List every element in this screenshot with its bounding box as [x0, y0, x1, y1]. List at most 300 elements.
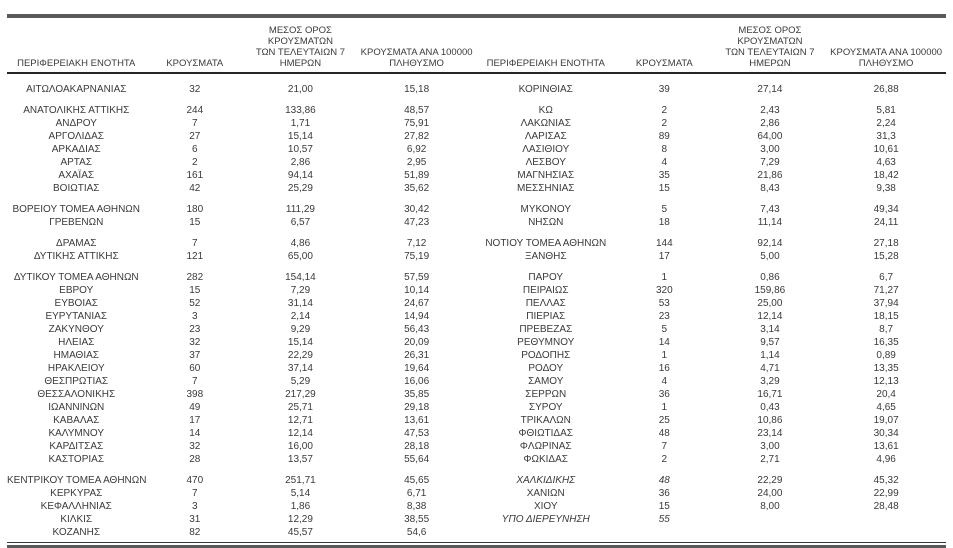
table-row	[477, 104, 947, 117]
region-cell: ΦΘΙΩΤΙΔΑΣ	[518, 428, 573, 439]
avg7-cell: 251,71	[285, 475, 316, 486]
table-row	[7, 216, 477, 229]
region-cell: ΚΟΖΑΝΗΣ	[52, 527, 101, 538]
cases-cell: 18	[658, 217, 670, 228]
per100k-cell: 57,59	[404, 272, 430, 283]
region-cell: ΔΡΑΜΑΣ	[56, 238, 97, 249]
per100k-cell: 16,35	[873, 337, 899, 348]
avg7-cell: 5,14	[290, 488, 311, 499]
table-row	[477, 474, 947, 487]
region-cell: ΠΙΕΡΙΑΣ	[526, 311, 566, 322]
cases-cell: 52	[189, 298, 201, 309]
cases-cell: 17	[658, 251, 670, 262]
cases-cell: 1	[661, 272, 668, 283]
cases-cell: 16	[658, 363, 670, 374]
cases-cell: 470	[186, 475, 204, 486]
cases-cell: 32	[189, 337, 201, 348]
left-table-header	[7, 25, 477, 69]
per100k-cell: 4,96	[876, 454, 896, 465]
avg7-cell: 7,29	[290, 285, 311, 296]
table-row	[477, 216, 947, 229]
avg7-cell: 12,14	[757, 311, 783, 322]
region-cell: ΝΟΤΙΟΥ ΤΟΜΕΑ ΑΘΗΝΩΝ	[485, 238, 607, 249]
per100k-cell: 9,38	[876, 183, 896, 194]
per100k-cell: 10,14	[404, 285, 430, 296]
region-cell: ΔΥΤΙΚΟΥ ΤΟΜΕΑ ΑΘΗΝΩΝ	[13, 272, 139, 283]
avg7-cell: 8,43	[760, 183, 780, 194]
region-cell: ΑΡΚΑΔΙΑΣ	[51, 144, 101, 155]
avg7-cell: 37,14	[287, 363, 313, 374]
table-row	[7, 284, 477, 297]
per100k-cell: 6,92	[406, 144, 427, 155]
region-cell: ΠΕΙΡΑΙΩΣ	[522, 285, 569, 296]
per100k-cell: 2,24	[876, 118, 896, 129]
per100k-cell: 35,62	[404, 183, 430, 194]
cases-cell: 6	[192, 144, 198, 155]
region-cell: ΠΕΛΛΑΣ	[525, 298, 566, 309]
cases-cell: 180	[186, 204, 204, 215]
avg7-cell: 133,86	[285, 105, 316, 116]
cases-cell: 32	[189, 84, 201, 95]
per100k-header-line1: ΚΡΟΥΣΜΑΤΑ ΑΝΑ 100000	[830, 47, 943, 58]
region-cell: ΘΕΣΠΡΩΤΙΑΣ	[44, 376, 109, 387]
avg7-header-line1: ΜΕΣΟΣ ΟΡΟΣ ΚΡΟΥΣΜΑΤΩΝ	[267, 25, 333, 47]
cases-cell: 7	[192, 118, 198, 129]
table-row	[477, 453, 947, 466]
table-row	[477, 349, 947, 362]
region-cell: ΚΑΡΔΙΤΣΑΣ	[49, 441, 104, 452]
avg7-cell: 92,14	[757, 238, 783, 249]
avg7-cell: 10,57	[287, 144, 313, 155]
per100k-cell: 6,71	[406, 488, 427, 499]
table-row	[7, 362, 477, 375]
per100k-cell: 28,18	[404, 441, 430, 452]
table-row	[7, 526, 477, 539]
table-row	[477, 83, 947, 96]
region-cell: ΧΙΟΥ	[533, 501, 558, 512]
cases-cell: 5	[661, 324, 668, 335]
region-cell: ΑΝΑΤΟΛΙΚΗΣ ΑΤΤΙΚΗΣ	[23, 105, 130, 116]
per100k-cell: 26,88	[873, 84, 899, 95]
region-cell: ΥΠΟ ΔΙΕΡΕΥΝΗΣΗ	[501, 514, 590, 525]
cases-cell: 89	[658, 131, 670, 142]
cases-cell: 55	[658, 514, 670, 525]
avg7-cell: 9,29	[290, 324, 311, 335]
table-row	[7, 453, 477, 466]
region-cell: ΔΥΤΙΚΗΣ ΑΤΤΙΚΗΣ	[33, 251, 119, 262]
table-row	[477, 203, 947, 216]
cases-cell: 53	[658, 298, 670, 309]
region-cell: ΡΕΘΥΜΝΟΥ	[517, 337, 575, 348]
per100k-cell: 4,65	[876, 402, 896, 413]
region-cell: ΕΥΡΥΤΑΝΙΑΣ	[45, 311, 108, 322]
cases-cell: 36	[658, 488, 670, 499]
per100k-column-header	[357, 47, 477, 69]
per100k-cell: 0,89	[876, 350, 896, 361]
top-border-rule	[7, 14, 946, 18]
per100k-cell: 75,19	[404, 251, 430, 262]
region-cell: ΚΑΒΑΛΑΣ	[53, 415, 100, 426]
per100k-cell: 5,81	[876, 105, 896, 116]
avg7-cell: 9,57	[760, 337, 780, 348]
cases-cell: 2	[661, 454, 668, 465]
cases-cell: 39	[658, 84, 670, 95]
table-row	[477, 271, 947, 284]
region-cell: ΑΧΑΪΑΣ	[58, 170, 95, 181]
region-cell: ΘΕΣΣΑΛΟΝΙΚΗΣ	[37, 389, 116, 400]
cases-column-header	[146, 58, 245, 69]
cases-cell: 82	[189, 527, 201, 538]
per100k-cell: 54,6	[406, 527, 427, 538]
cases-cell: 121	[186, 251, 204, 262]
region-cell: ΕΒΡΟΥ	[59, 285, 94, 296]
table-row	[477, 297, 947, 310]
per100k-cell: 28,48	[873, 501, 899, 512]
per100k-cell: 27,18	[873, 238, 899, 249]
table-row	[7, 388, 477, 401]
region-header-label: ΠΕΡΙΦΕΡΕΙΑΚΗ ΕΝΟΤΗΤΑ	[486, 58, 605, 69]
per100k-cell: 13,35	[873, 363, 899, 374]
avg7-cell: 1,71	[290, 118, 311, 129]
table-row	[477, 487, 947, 500]
table-row	[7, 237, 477, 250]
per100k-cell: 4,63	[876, 157, 896, 168]
region-cell: ΓΡΕΒΕΝΩΝ	[49, 217, 104, 228]
table-row	[477, 169, 947, 182]
avg7-cell: 24,00	[757, 488, 783, 499]
avg7-cell: 21,00	[287, 84, 313, 95]
avg7-cell: 16,71	[757, 389, 783, 400]
avg7-cell: 22,29	[757, 475, 783, 486]
table-row	[7, 500, 477, 513]
per100k-cell: 56,43	[404, 324, 430, 335]
avg7-cell: 22,29	[287, 350, 313, 361]
table-row	[7, 427, 477, 440]
region-cell: ΚΙΛΚΙΣ	[60, 514, 93, 525]
avg7-cell: 15,14	[287, 131, 313, 142]
avg7-header-line3: ΗΜΕΡΩΝ	[279, 58, 322, 69]
region-cell: ΞΑΝΘΗΣ	[524, 251, 567, 262]
table-row	[7, 310, 477, 323]
avg7-cell: 3,00	[760, 144, 780, 155]
region-cell: ΜΕΣΣΗΝΙΑΣ	[517, 183, 575, 194]
per100k-cell: 22,99	[873, 488, 899, 499]
avg7-cell: 64,00	[757, 131, 783, 142]
cases-cell: 15	[189, 217, 201, 228]
table-row	[477, 414, 947, 427]
table-row	[477, 513, 947, 526]
avg7-cell: 2,71	[760, 454, 780, 465]
per100k-cell: 8,38	[406, 501, 427, 512]
table-row	[477, 182, 947, 195]
avg7-cell: 0,86	[760, 272, 780, 283]
table-row	[477, 388, 947, 401]
cases-cell: 2	[661, 118, 668, 129]
table-row	[7, 474, 477, 487]
table-row	[477, 336, 947, 349]
avg7-cell: 94,14	[287, 170, 313, 181]
cases-cell: 8	[661, 144, 668, 155]
per100k-cell: 47,53	[404, 428, 430, 439]
per100k-cell: 45,65	[404, 475, 430, 486]
cases-cell: 244	[186, 105, 204, 116]
per100k-cell: 8,7	[879, 324, 894, 335]
per100k-cell: 13,61	[404, 415, 430, 426]
avg7-cell: 12,14	[287, 428, 313, 439]
cases-cell: 23	[189, 324, 201, 335]
region-cell: ΗΜΑΘΙΑΣ	[53, 350, 99, 361]
cases-cell: 32	[189, 441, 201, 452]
cases-cell: 31	[189, 514, 201, 525]
avg7-cell: 6,57	[290, 217, 311, 228]
region-cell: ΧΑΝΙΩΝ	[526, 488, 565, 499]
per100k-cell: 30,34	[873, 428, 899, 439]
avg7-cell: 4,71	[760, 363, 780, 374]
cases-cell: 7	[661, 441, 668, 452]
table-row	[7, 513, 477, 526]
cases-cell: 2	[661, 105, 668, 116]
table-row	[7, 130, 477, 143]
per100k-cell: 18,42	[873, 170, 899, 181]
avg7-cell: 12,29	[287, 514, 313, 525]
region-cell: ΣΥΡΟΥ	[528, 402, 563, 413]
cases-cell: 15	[189, 285, 201, 296]
region-cell: ΠΑΡΟΥ	[528, 272, 564, 283]
avg7-cell: 2,86	[760, 118, 780, 129]
per100k-cell: 13,61	[873, 441, 899, 452]
avg7-cell: 0,43	[760, 402, 780, 413]
region-cell: ΡΟΔΟΠΗΣ	[521, 350, 571, 361]
avg7-header-line2: ΤΩΝ ΤΕΛΕΥΤΑΙΩΝ 7	[725, 47, 815, 58]
per100k-cell: 20,09	[404, 337, 430, 348]
region-cell: ΚΕΦΑΛΛΗΝΙΑΣ	[40, 501, 112, 512]
avg7-cell: 12,71	[287, 415, 313, 426]
region-cell: ΜΥΚΟΝΟΥ	[520, 204, 571, 215]
region-cell: ΡΟΔΟΥ	[528, 363, 564, 374]
table-header-row	[7, 25, 946, 69]
cases-cell: 37	[189, 350, 201, 361]
right-table-body	[477, 83, 947, 526]
per100k-cell: 45,32	[873, 475, 899, 486]
cases-cell: 23	[658, 311, 670, 322]
cases-cell: 5	[661, 204, 668, 215]
region-header-label: ΠΕΡΙΦΕΡΕΙΑΚΗ ΕΝΟΤΗΤΑ	[17, 58, 136, 69]
table-row	[7, 401, 477, 414]
table-row	[477, 130, 947, 143]
region-cell: ΜΑΓΝΗΣΙΑΣ	[517, 170, 575, 181]
per100k-cell: 2,95	[406, 157, 427, 168]
cases-cell: 35	[658, 170, 670, 181]
avg7-cell: 1,14	[760, 350, 780, 361]
avg7-cell: 154,14	[285, 272, 316, 283]
region-cell: ΗΛΕΙΑΣ	[58, 337, 95, 348]
region-cell: ΚΕΡΚΥΡΑΣ	[50, 488, 103, 499]
per100k-cell: 14,94	[404, 311, 430, 322]
cases-cell: 3	[192, 311, 198, 322]
avg7-cell: 7,43	[760, 204, 780, 215]
table-row	[7, 336, 477, 349]
per100k-cell: 20,4	[876, 389, 896, 400]
table-row	[7, 250, 477, 263]
region-cell: ΑΡΓΟΛΙΔΑΣ	[48, 131, 104, 142]
avg7-cell: 25,71	[287, 402, 313, 413]
region-cell: ΦΛΩΡΙΝΑΣ	[519, 441, 572, 452]
avg7-cell: 159,86	[754, 285, 786, 296]
region-cell: ΛΕΣΒΟΥ	[525, 157, 566, 168]
table-row	[477, 401, 947, 414]
per100k-cell: 7,12	[406, 238, 427, 249]
avg7-cell: 11,14	[757, 217, 783, 228]
avg7-cell: 25,00	[757, 298, 783, 309]
cases-cell: 48	[658, 428, 670, 439]
table-body-area	[7, 74, 946, 539]
region-cell: ΚΑΛΥΜΝΟΥ	[48, 428, 105, 439]
cases-cell: 7	[192, 238, 198, 249]
region-cell: ΤΡΙΚΑΛΩΝ	[520, 415, 571, 426]
table-row	[7, 414, 477, 427]
region-cell: ΒΟΡΕΙΟΥ ΤΟΜΕΑ ΑΘΗΝΩΝ	[12, 204, 141, 215]
region-cell: ΚΑΣΤΟΡΙΑΣ	[48, 454, 105, 465]
avg7-cell: 2,43	[760, 105, 780, 116]
table-row	[477, 500, 947, 513]
avg7-cell: 2,14	[290, 311, 311, 322]
region-cell: ΗΡΑΚΛΕΙΟΥ	[47, 363, 105, 374]
avg7-cell: 3,14	[760, 324, 780, 335]
avg7-cell: 10,86	[757, 415, 783, 426]
avg7-cell: 2,86	[290, 157, 311, 168]
table-row	[477, 156, 947, 169]
per100k-cell: 29,18	[404, 402, 430, 413]
region-cell: ΛΑΚΩΝΙΑΣ	[520, 118, 571, 129]
per100k-cell: 48,57	[404, 105, 430, 116]
table-row	[477, 284, 947, 297]
table-row	[477, 117, 947, 130]
per100k-cell: 35,85	[404, 389, 430, 400]
per100k-cell: 49,34	[873, 204, 899, 215]
avg7-cell: 65,00	[287, 251, 313, 262]
table-row	[7, 375, 477, 388]
region-cell: ΛΑΣΙΘΙΟΥ	[522, 144, 570, 155]
avg7-cell: 15,14	[287, 337, 313, 348]
table-row	[477, 237, 947, 250]
cases-header-label: ΚΡΟΥΣΜΑΤΑ	[166, 58, 224, 69]
cases-cell: 1	[661, 350, 668, 361]
region-cell: ΣΕΡΡΩΝ	[525, 389, 567, 400]
per100k-cell: 6,7	[879, 272, 894, 283]
per100k-cell: 26,31	[404, 350, 430, 361]
region-cell: ΚΩ	[538, 105, 553, 116]
table-row	[7, 349, 477, 362]
cases-cell: 144	[655, 238, 673, 249]
cases-cell: 25	[658, 415, 670, 426]
cases-header-label: ΚΡΟΥΣΜΑΤΑ	[635, 58, 693, 69]
table-row	[7, 487, 477, 500]
table-row	[477, 143, 947, 156]
region-cell: ΖΑΚΥΝΘΟΥ	[48, 324, 104, 335]
per100k-column-header	[826, 47, 946, 69]
region-cell: ΚΕΝΤΡΙΚΟΥ ΤΟΜΕΑ ΑΘΗΝΩΝ	[7, 475, 147, 486]
region-cell: ΑΝΔΡΟΥ	[55, 118, 97, 129]
avg7-column-header	[714, 25, 827, 69]
avg7-cell: 25,29	[287, 183, 313, 194]
cases-cell: 17	[189, 415, 201, 426]
table-row	[7, 117, 477, 130]
table-row	[7, 297, 477, 310]
cases-cell: 4	[661, 376, 668, 387]
region-column-header	[477, 58, 616, 69]
table-row	[477, 427, 947, 440]
per100k-cell: 24,67	[404, 298, 430, 309]
region-cell: ΧΑΛΚΙΔΙΚΗΣ	[516, 475, 576, 486]
cases-cell: 27	[189, 131, 201, 142]
cases-column-header	[615, 58, 714, 69]
per100k-cell: 16,06	[404, 376, 430, 387]
cases-cell: 3	[192, 501, 198, 512]
per100k-cell: 12,13	[873, 376, 899, 387]
region-cell: ΣΑΜΟΥ	[528, 376, 564, 387]
cases-cell: 320	[655, 285, 673, 296]
cases-cell: 48	[658, 475, 670, 486]
cases-cell: 60	[189, 363, 201, 374]
avg7-cell: 5,00	[760, 251, 780, 262]
per100k-cell: 27,82	[404, 131, 430, 142]
avg7-header-line2: ΤΩΝ ΤΕΛΕΥΤΑΙΩΝ 7	[255, 47, 346, 58]
avg7-cell: 3,00	[760, 441, 780, 452]
per100k-cell: 37,94	[873, 298, 899, 309]
cases-cell: 1	[661, 402, 668, 413]
cases-cell: 4	[661, 157, 668, 168]
cases-cell: 15	[658, 183, 670, 194]
avg7-cell: 16,00	[287, 441, 313, 452]
avg7-cell: 4,86	[290, 238, 311, 249]
region-cell: ΛΑΡΙΣΑΣ	[524, 131, 567, 142]
per100k-cell: 18,15	[873, 311, 899, 322]
table-row	[7, 440, 477, 453]
per100k-cell: 31,3	[876, 131, 896, 142]
cases-cell: 14	[189, 428, 201, 439]
region-cell: ΙΩΑΝΝΙΝΩΝ	[48, 402, 105, 413]
region-cell: ΝΗΣΩΝ	[528, 217, 564, 228]
table-row	[7, 143, 477, 156]
cases-cell: 282	[186, 272, 204, 283]
right-table-header	[477, 25, 947, 69]
cases-cell: 7	[192, 488, 198, 499]
region-cell: ΑΙΤΩΛΟΑΚΑΡΝΑΝΙΑΣ	[26, 84, 127, 95]
table-row	[477, 362, 947, 375]
region-column-header	[7, 58, 146, 69]
per100k-header-line2: ΠΛΗΘΥΣΜΟ	[389, 58, 444, 69]
cases-cell: 14	[658, 337, 670, 348]
table-row	[7, 203, 477, 216]
per100k-header-line2: ΠΛΗΘΥΣΜΟ	[858, 58, 914, 69]
avg7-cell: 8,00	[760, 501, 780, 512]
per100k-cell: 30,42	[404, 204, 430, 215]
cases-cell: 15	[658, 501, 670, 512]
per100k-cell: 55,64	[404, 454, 430, 465]
cases-cell: 42	[189, 183, 201, 194]
cases-cell: 49	[189, 402, 201, 413]
avg7-cell: 31,14	[287, 298, 313, 309]
region-cell: ΑΡΤΑΣ	[60, 157, 93, 168]
left-table-body	[7, 83, 477, 539]
avg7-cell: 1,86	[290, 501, 311, 512]
cases-cell: 161	[186, 170, 204, 181]
avg7-cell: 21,86	[757, 170, 783, 181]
cases-cell: 7	[192, 376, 198, 387]
avg7-cell: 27,14	[757, 84, 783, 95]
avg7-cell: 23,14	[757, 428, 783, 439]
table-row	[7, 104, 477, 117]
